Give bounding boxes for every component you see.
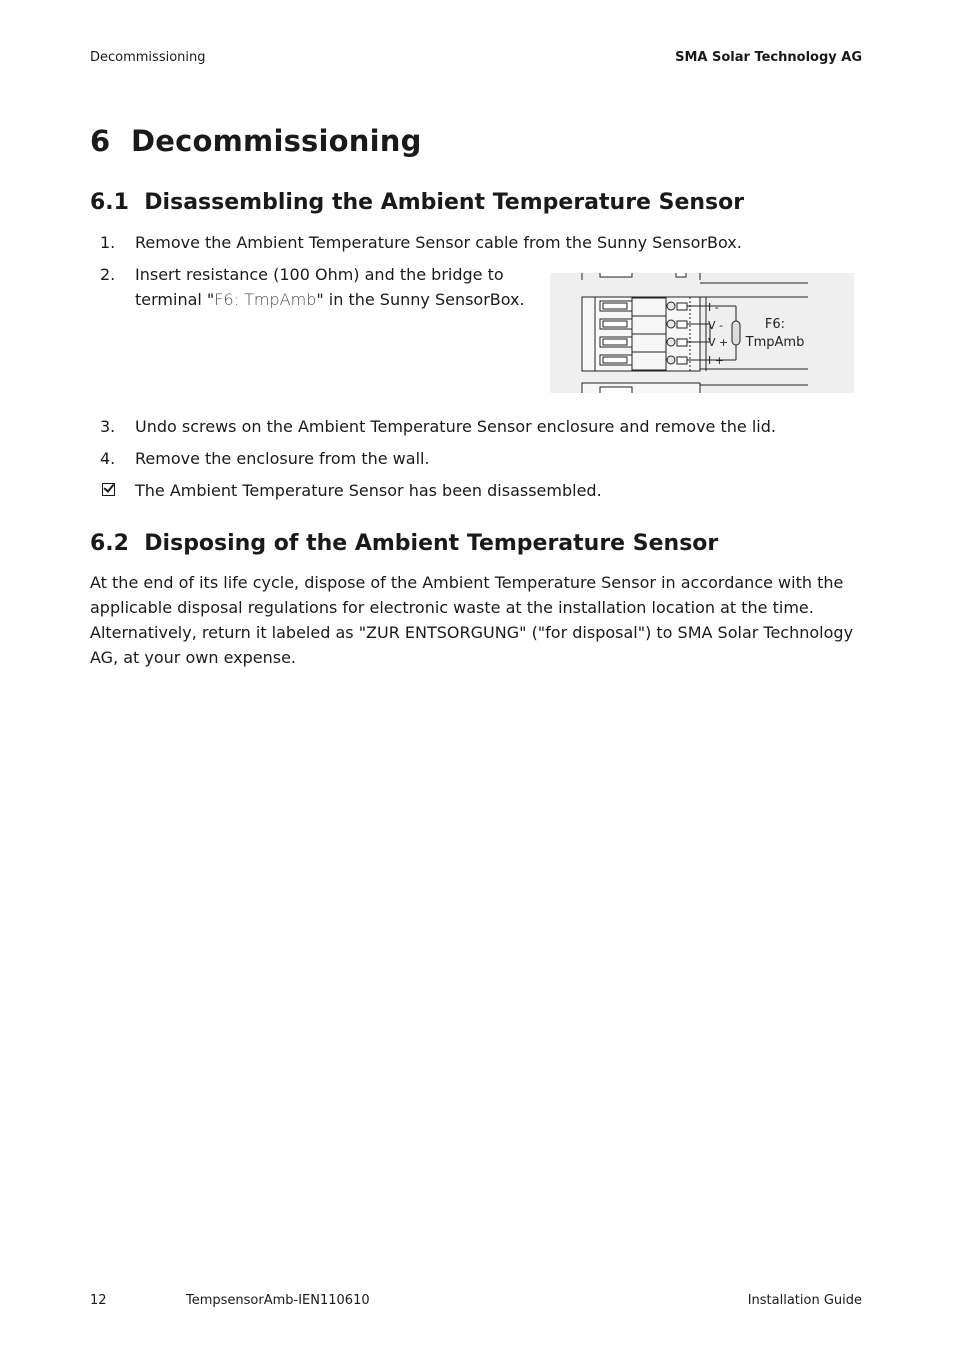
pin-label-i-minus: I - <box>708 301 719 314</box>
pin-label-v-plus: V + <box>708 336 729 349</box>
disposal-paragraph <box>90 570 865 670</box>
terminal-wiring-diagram <box>550 273 854 393</box>
step-4-text: Remove the enclosure from the wall. <box>135 449 430 468</box>
document-type: Installation Guide <box>747 1293 862 1308</box>
disposal-line-2: applicable disposal regulations for electronic waste at the installation location at the time. <box>90 598 814 617</box>
page-number: 12 <box>90 1293 107 1308</box>
disposal-line-1: At the end of its life cycle, dispose of the Ambient Temperature Sensor in accordance with the <box>90 573 844 592</box>
disposal-line-3: Alternatively, return it labeled as "ZUR ENTSORGUNG" ("for disposal") to SMA Solar Technology <box>90 623 854 642</box>
step-2-text-post: " in the Sunny SensorBox. <box>316 290 525 309</box>
checkbox-checked-icon <box>102 483 115 496</box>
document-id: TempsensorAmb-IEN110610 <box>186 1293 370 1308</box>
result-text: The Ambient Temperature Sensor has been disassembled. <box>135 481 602 500</box>
step-4-number: 4. <box>100 449 116 468</box>
pin-label-i-plus: I + <box>708 354 724 367</box>
chapter-title: 6 Decommissioning <box>90 124 422 158</box>
figure-label-f6: F6: <box>764 317 786 332</box>
step-3-number: 3. <box>100 417 116 436</box>
step-1-text: Remove the Ambient Temperature Sensor cable from the Sunny SensorBox. <box>135 233 742 252</box>
terminal-wiring-figure <box>550 273 854 393</box>
section-6-1-title: 6.1 Disassembling the Ambient Temperature Sensor <box>90 190 745 215</box>
step-2-text-pre: terminal " <box>135 290 215 309</box>
step-2 <box>100 262 525 314</box>
step-2-number: 2. <box>100 265 116 284</box>
terminal-code: F6: TmpAmb <box>214 290 317 309</box>
disposal-line-4: AG, at your own expense. <box>90 648 296 667</box>
section-6-2-title: 6.2 Disposing of the Ambient Temperature Sensor <box>90 531 719 556</box>
step-2-text-line1: Insert resistance (100 Ohm) and the bridge to <box>135 265 504 284</box>
running-header-section: Decommissioning <box>90 50 206 65</box>
pin-label-v-minus: V - <box>708 319 723 332</box>
figure-label-tmpamb: TmpAmb <box>745 335 805 350</box>
step-3-text: Undo screws on the Ambient Temperature Sensor enclosure and remove the lid. <box>135 417 776 436</box>
step-1-number: 1. <box>100 233 116 252</box>
running-header-company: SMA Solar Technology AG <box>675 50 862 65</box>
